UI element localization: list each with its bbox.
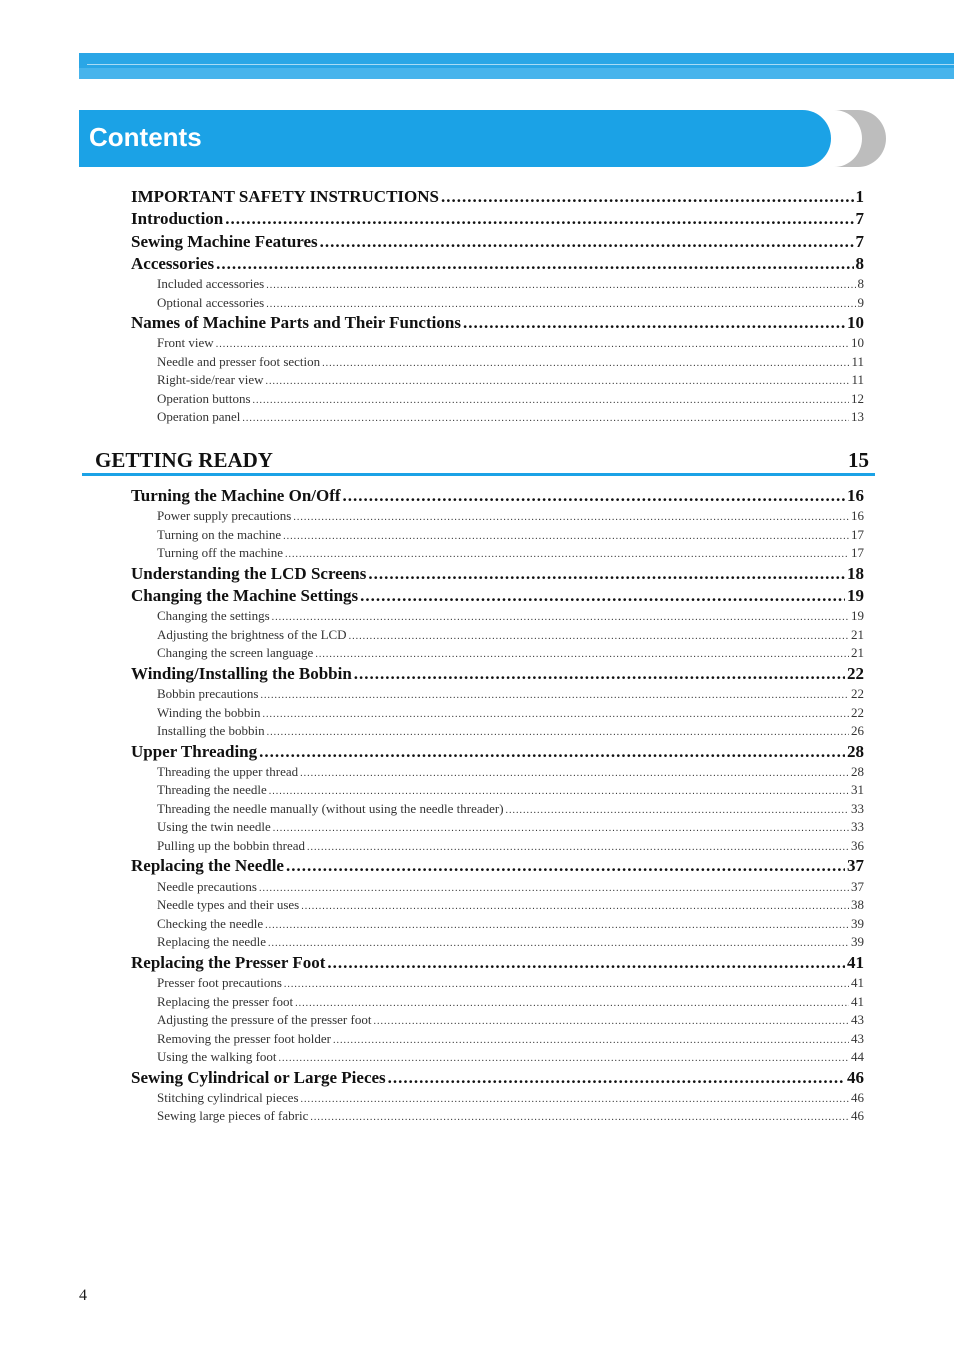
toc-entry-page: 22 — [851, 704, 864, 720]
toc-entry-page: 17 — [851, 526, 864, 542]
toc-entry-page: 46 — [847, 1067, 864, 1087]
page-number: 4 — [79, 1287, 87, 1304]
toc-chapter-entry[interactable] — [131, 563, 864, 585]
toc-entry-page: 33 — [851, 800, 864, 816]
toc-entry-label: Presser foot precautions — [157, 975, 282, 991]
toc-subentry[interactable] — [157, 1089, 864, 1108]
toc-entry-label: Winding/Installing the Bobbin — [131, 663, 352, 683]
toc-entry-label: Optional accessories — [157, 294, 265, 310]
dot-leader — [322, 355, 849, 373]
dot-leader — [463, 312, 845, 334]
toc-entry-page: 9 — [857, 294, 864, 310]
toc-entry-label: Needle precautions — [157, 878, 257, 894]
toc-entry-page: 10 — [851, 335, 864, 351]
dot-leader — [273, 820, 849, 838]
toc-chapter-entry[interactable] — [131, 208, 864, 230]
toc-subentry[interactable] — [157, 993, 864, 1012]
toc-subentry[interactable] — [157, 371, 864, 390]
toc-entry-label: Pulling up the bobbin thread — [157, 837, 306, 853]
toc-entry-label: Replacing the presser foot — [157, 993, 294, 1009]
toc-subentry[interactable] — [157, 607, 864, 626]
dot-leader — [225, 208, 853, 230]
toc-subentry[interactable] — [157, 408, 864, 427]
toc-entry-label: Power supply precautions — [157, 508, 292, 524]
toc-subentry[interactable] — [157, 896, 864, 915]
dot-leader — [259, 880, 849, 898]
toc-entry-label: Included accessories — [157, 276, 265, 292]
toc-subentry[interactable] — [157, 626, 864, 645]
dot-leader — [320, 231, 854, 253]
toc-entry-label: Threading the needle manually (without using the needle threader) — [157, 800, 504, 816]
toc-subentry[interactable] — [157, 644, 864, 663]
dot-leader — [315, 646, 849, 664]
toc-entry-page: 41 — [851, 975, 864, 991]
dot-leader — [242, 410, 849, 428]
dot-leader — [216, 336, 849, 354]
toc-entry-page: 7 — [855, 231, 864, 251]
header-band-line — [87, 64, 954, 65]
toc-subentry[interactable] — [157, 1048, 864, 1067]
dot-leader — [266, 296, 855, 314]
dot-leader — [285, 546, 849, 564]
toc-entry-page: 19 — [851, 608, 864, 624]
toc-entry-page: 36 — [851, 837, 864, 853]
toc-subentry[interactable] — [157, 507, 864, 526]
toc-entry-label: Winding the bobbin — [157, 704, 261, 720]
toc-entry-label: Replacing the needle — [157, 934, 267, 950]
dot-leader — [266, 277, 855, 295]
toc-entry-label: Turning off the machine — [157, 545, 284, 561]
toc-chapter-entry[interactable] — [131, 1067, 864, 1089]
toc-subentry[interactable] — [157, 1030, 864, 1049]
toc-entry-label: Introduction — [131, 209, 224, 229]
toc-entry-page: 8 — [857, 276, 864, 292]
toc-entry-page: 1 — [855, 187, 864, 206]
dot-leader — [286, 855, 845, 877]
toc-chapter-entry[interactable] — [131, 312, 864, 334]
toc-entry-label: Changing the Machine Settings — [131, 586, 359, 606]
toc-entry-page: 44 — [851, 1049, 864, 1065]
dot-leader — [266, 373, 850, 391]
toc-subentry[interactable] — [157, 878, 864, 897]
toc-subentry[interactable] — [157, 275, 864, 294]
toc-entry-page: 39 — [851, 934, 864, 950]
dot-leader — [373, 1013, 849, 1031]
toc-entry-page: 41 — [847, 952, 864, 972]
toc-subentry[interactable] — [157, 818, 864, 837]
toc-entry-page: 16 — [851, 508, 864, 524]
toc-entry-label: Sewing Machine Features — [131, 231, 318, 251]
toc-entry-page: 18 — [847, 563, 864, 583]
toc-subentry[interactable] — [157, 526, 864, 545]
dot-leader — [301, 1091, 849, 1109]
toc-chapter-entry[interactable] — [131, 231, 864, 253]
toc-entry-page: 8 — [855, 253, 864, 273]
toc-subentry[interactable] — [157, 722, 864, 741]
toc-entry-page: 17 — [851, 545, 864, 561]
toc-chapter-entry[interactable] — [131, 855, 864, 877]
toc-chapter-entry[interactable] — [131, 741, 864, 763]
dot-leader — [310, 1109, 849, 1127]
toc-subentry[interactable] — [157, 915, 864, 934]
toc-subentry[interactable] — [157, 685, 864, 704]
dot-leader — [354, 663, 845, 685]
toc-entry-page: 19 — [847, 586, 864, 606]
toc-subentry[interactable] — [157, 704, 864, 723]
toc-entry-label: Turning the Machine On/Off — [131, 486, 341, 505]
dot-leader — [300, 765, 849, 783]
dot-leader — [301, 898, 849, 916]
toc-entry-page: 43 — [851, 1012, 864, 1028]
toc-entry-label: Sewing large pieces of fabric — [157, 1108, 309, 1124]
dot-leader — [268, 935, 849, 953]
toc-subentry[interactable] — [157, 334, 864, 353]
dot-leader — [267, 724, 849, 742]
toc-entry-page: 22 — [847, 663, 864, 683]
toc-entry-label: Bobbin precautions — [157, 686, 259, 702]
toc-subentry[interactable] — [157, 837, 864, 856]
toc-entry-page: 28 — [851, 763, 864, 779]
toc-entry-label: Names of Machine Parts and Their Functions — [131, 313, 461, 333]
header-band-strip — [79, 68, 954, 79]
toc-chapter-entry[interactable] — [131, 253, 864, 275]
dot-leader — [388, 1067, 845, 1089]
toc-subentry[interactable] — [157, 933, 864, 952]
section-title: GETTING READY — [95, 448, 273, 472]
toc-entry-page: 37 — [847, 856, 864, 876]
toc-entry-page: 41 — [851, 993, 864, 1009]
toc-entry-page: 13 — [851, 409, 864, 425]
dot-leader — [279, 1050, 849, 1068]
toc-subentry[interactable] — [157, 294, 864, 313]
toc-entry-label: Needle and presser foot section — [157, 353, 321, 369]
toc-entry-page: 46 — [851, 1108, 864, 1124]
toc-subentry[interactable] — [157, 353, 864, 372]
toc-entry-label: Adjusting the pressure of the presser foot — [157, 1012, 372, 1028]
toc-chapter-entry[interactable] — [131, 952, 864, 974]
toc-entry-page: 21 — [851, 626, 864, 642]
toc-entry-page: 10 — [847, 313, 864, 333]
toc-entry-label: Replacing the Needle — [131, 856, 284, 876]
toc-chapter-entry[interactable] — [131, 485, 864, 507]
dot-leader — [360, 585, 845, 607]
dot-leader — [327, 952, 845, 974]
section-page: 15 — [848, 448, 869, 472]
dot-leader — [265, 917, 849, 935]
toc-entry-page: 11 — [851, 353, 864, 369]
dot-leader — [307, 839, 849, 857]
toc-entry-label: Using the walking foot — [157, 1049, 277, 1065]
toc-entry-page: 16 — [847, 486, 864, 505]
toc-entry-page: 28 — [847, 741, 864, 761]
toc-entry-label: Using the twin needle — [157, 819, 271, 835]
title-bar — [79, 110, 831, 167]
toc-entry-page: 38 — [851, 897, 864, 913]
toc-subentry[interactable] — [157, 763, 864, 782]
toc-part1 — [131, 186, 864, 427]
toc-subentry[interactable] — [157, 974, 864, 993]
dot-leader — [253, 392, 849, 410]
toc-entry-page: 43 — [851, 1030, 864, 1046]
toc-entry-label: Adjusting the brightness of the LCD — [157, 626, 347, 642]
toc-entry-page: 31 — [851, 782, 864, 798]
toc-subentry[interactable] — [157, 781, 864, 800]
section-heading — [82, 446, 875, 476]
toc-entry-label: Replacing the Presser Foot — [131, 952, 326, 972]
dot-leader — [441, 186, 854, 208]
toc-entry-label: Checking the needle — [157, 915, 264, 931]
toc-entry-label: Changing the settings — [157, 608, 270, 624]
toc-entry-label: IMPORTANT SAFETY INSTRUCTIONS — [131, 187, 439, 206]
dot-leader — [333, 1032, 849, 1050]
toc-subentry[interactable] — [157, 1107, 864, 1126]
header-band — [79, 53, 954, 79]
toc-entry-page: 33 — [851, 819, 864, 835]
dot-leader — [260, 687, 849, 705]
toc-subentry[interactable] — [157, 1011, 864, 1030]
dot-leader — [295, 995, 849, 1013]
dot-leader — [272, 609, 849, 627]
page-title: Contents — [89, 122, 202, 152]
toc-entry-page: 37 — [851, 878, 864, 894]
toc-chapter-entry[interactable] — [131, 663, 864, 685]
toc-entry-page: 39 — [851, 915, 864, 931]
toc-entry-page: 26 — [851, 723, 864, 739]
dot-leader — [216, 253, 853, 275]
toc-entry-label: Stitching cylindrical pieces — [157, 1089, 299, 1105]
toc-entry-label: Threading the needle — [157, 782, 267, 798]
toc-entry-label: Removing the presser foot holder — [157, 1030, 332, 1046]
toc-entry-page: 22 — [851, 686, 864, 702]
dot-leader — [368, 563, 845, 585]
toc-subentry[interactable] — [157, 390, 864, 409]
dot-leader — [269, 783, 849, 801]
toc-subentry[interactable] — [157, 800, 864, 819]
toc-entry-page: 11 — [851, 372, 864, 388]
dot-leader — [262, 706, 849, 724]
toc-part2 — [131, 485, 864, 1126]
toc-entry-page: 46 — [851, 1089, 864, 1105]
toc-entry-label: Front view — [157, 335, 214, 351]
toc-entry-label: Threading the upper thread — [157, 763, 299, 779]
toc-entry-label: Operation panel — [157, 409, 241, 425]
toc-subentry[interactable] — [157, 544, 864, 563]
dot-leader — [283, 528, 849, 546]
toc-entry-page: 12 — [851, 390, 864, 406]
toc-entry-page: 7 — [855, 209, 864, 229]
toc-entry-label: Turning on the machine — [157, 526, 282, 542]
toc-entry-label: Installing the bobbin — [157, 723, 265, 739]
title-decoration-icon — [820, 110, 886, 167]
toc-entry-label: Upper Threading — [131, 741, 258, 761]
toc-entry-label: Accessories — [131, 253, 215, 273]
dot-leader — [259, 741, 845, 763]
dot-leader — [293, 509, 849, 527]
dot-leader — [506, 802, 849, 820]
dot-leader — [284, 976, 849, 994]
toc-entry-label: Operation buttons — [157, 390, 251, 406]
toc-entry-label: Right-side/rear view — [157, 372, 264, 388]
toc-entry-label: Changing the screen language — [157, 645, 314, 661]
toc-chapter-entry[interactable] — [131, 585, 864, 607]
toc-entry-label: Sewing Cylindrical or Large Pieces — [131, 1067, 386, 1087]
toc-entry-label: Understanding the LCD Screens — [131, 563, 367, 583]
toc-entry-label: Needle types and their uses — [157, 897, 300, 913]
toc-chapter-entry[interactable] — [131, 186, 864, 208]
dot-leader — [343, 485, 845, 507]
toc-entry-page: 21 — [851, 645, 864, 661]
dot-leader — [349, 628, 849, 646]
